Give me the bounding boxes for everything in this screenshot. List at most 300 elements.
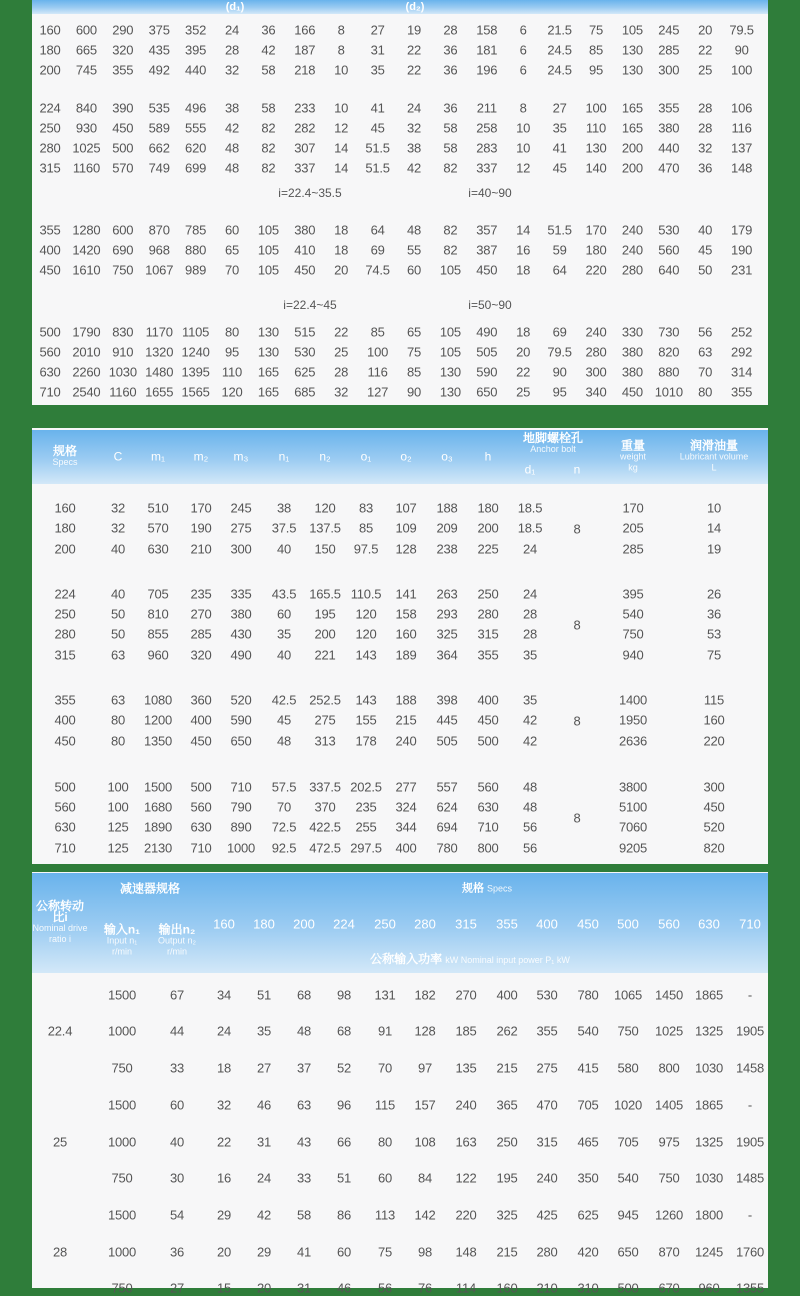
table1-cell: 989 [185, 262, 207, 278]
table2-cell: 2636 [618, 733, 648, 749]
table1-cell: 337 [476, 160, 498, 176]
table3-cell: 1500 [107, 1097, 137, 1113]
table1-cell: 220 [585, 262, 607, 278]
table3-cell: 365 [496, 1097, 518, 1113]
table3-cell: 163 [455, 1134, 477, 1150]
table1-cell: 82 [443, 222, 458, 238]
table1-cell: 65 [224, 242, 240, 258]
table2-cell: 255 [355, 819, 377, 835]
spec-column-header: 250 [374, 916, 396, 932]
table1-cell: 500 [112, 140, 134, 156]
table2-cell: 800 [477, 840, 499, 856]
table3-cell: 24 [256, 1170, 272, 1186]
table2-cell: 422.5 [309, 819, 341, 835]
table2-cell: 26 [706, 586, 722, 602]
table3-cell: 1325 [694, 1023, 724, 1039]
table1-cell: 280 [39, 140, 61, 156]
table1-cell: 42 [224, 120, 240, 136]
table2-cell: 42.5 [271, 692, 297, 708]
table2-cell: 28 [522, 626, 538, 642]
table1-cell: 20 [516, 344, 531, 360]
table1-cell: 45 [698, 242, 713, 258]
table3-cell: 80 [377, 1134, 393, 1150]
table2-cell: 395 [622, 586, 644, 602]
table2-cell: 820 [703, 840, 725, 856]
table1-cell: 105 [439, 262, 461, 278]
table3-cell: 86 [336, 1207, 352, 1223]
table1-cell: 10 [334, 100, 349, 116]
table3-cell: 15 [216, 1280, 232, 1296]
table1-cell: 187 [294, 42, 316, 58]
table1-cell: 25 [334, 344, 349, 360]
table1-cell: 1025 [72, 140, 101, 156]
table1-cell: 69 [552, 324, 567, 340]
table1-cell: 64 [552, 262, 567, 278]
table1-cell: 355 [39, 222, 61, 238]
table1-cell: 45 [552, 160, 567, 176]
table2-cell: 100 [107, 779, 129, 795]
table1-cell: 750 [112, 262, 134, 278]
table1-cell: 20 [698, 22, 713, 38]
table2-cell: 128 [395, 541, 417, 557]
table2-cell: 57.5 [271, 779, 297, 795]
table3-cell: 215 [496, 1060, 518, 1076]
table1-cell: 307 [294, 140, 316, 156]
table3-cell: 1355 [735, 1280, 765, 1296]
table2-cell: 1000 [226, 840, 256, 856]
anchor-bolt-header [523, 433, 583, 455]
table3-cell: 68 [296, 987, 312, 1003]
table1-cell: 69 [370, 242, 385, 258]
table3-cell: 42 [256, 1207, 272, 1223]
table2-cell: 160 [703, 712, 725, 728]
table2-cell: 245 [230, 500, 252, 516]
table1-cell: 450 [621, 384, 643, 400]
table1-cell: 58 [261, 62, 276, 78]
table3-cell: 650 [617, 1244, 639, 1260]
reducer-header: 减速器规格 [119, 881, 181, 896]
table2-cell: 250 [54, 606, 76, 622]
lube-unit: L [711, 462, 717, 473]
table2-cell: 780 [436, 840, 458, 856]
col-o3: o₃ [441, 449, 453, 464]
table2-cell: 36 [706, 606, 722, 622]
table3-cell: 46 [336, 1280, 352, 1296]
power-zh: 公称输入功率 [370, 952, 443, 966]
table1-cell: 690 [112, 242, 134, 258]
table3-cell: 160 [496, 1280, 518, 1296]
table3-cell: 27 [256, 1060, 272, 1076]
table1-cell: 75 [588, 22, 604, 38]
table1-cell: 40 [698, 222, 713, 238]
table1-cell: 130 [621, 42, 643, 58]
table2-cell: 710 [230, 779, 252, 795]
table1-cell: 10 [334, 62, 349, 78]
output-en: Output n₂ [157, 935, 197, 946]
table2-cell: 120 [314, 500, 336, 516]
power-header [370, 954, 570, 966]
table1-cell: 100 [731, 62, 753, 78]
table3-cell: 325 [496, 1207, 518, 1223]
table3-cell: 31 [296, 1280, 312, 1296]
table2-cell: 277 [395, 779, 417, 795]
table3-cell: 30 [169, 1170, 185, 1186]
col-m2: m₂ [193, 449, 209, 464]
table1-cell: 380 [621, 364, 643, 380]
spec-header [462, 884, 512, 895]
table1-cell: 450 [112, 120, 134, 136]
table2-cell: 195 [314, 606, 336, 622]
ratio-header [32, 901, 88, 945]
table1-cell: 116 [731, 120, 752, 136]
table2-cell: 115 [703, 692, 725, 708]
table1-cell: 231 [731, 262, 753, 278]
table1-cell: 590 [476, 364, 498, 380]
table1-cell: 240 [585, 324, 607, 340]
table3-cell: 210 [536, 1280, 558, 1296]
table1-cell: 1655 [145, 384, 174, 400]
table2-cell: 275 [230, 520, 252, 536]
table1-cell: 79.5 [547, 344, 572, 360]
table2-cell: 300 [230, 541, 252, 557]
table1-cell: 1610 [72, 262, 101, 278]
table3-cell: 51 [256, 987, 272, 1003]
table1-cell: 218 [294, 62, 316, 78]
table1-cell: 42 [261, 42, 276, 58]
table2-cell: 63 [110, 692, 126, 708]
weight-unit: kg [628, 462, 638, 473]
table1-cell: 240 [621, 222, 643, 238]
table2-cell: 364 [436, 647, 458, 663]
weight-zh: 重量 [620, 438, 646, 453]
spec-zh: 规格 [461, 882, 484, 895]
table1-cell: 380 [658, 120, 680, 136]
table1-cell: 283 [476, 140, 498, 156]
table1-cell: 64 [370, 222, 385, 238]
table3-cell: 240 [536, 1170, 558, 1186]
table1-cell: 48 [224, 160, 240, 176]
table3-cell: 1865 [694, 987, 724, 1003]
table1-cell: 120 [221, 384, 243, 400]
table1-cell: 74.5 [365, 262, 390, 278]
table2-cell: 14 [706, 520, 722, 536]
table3-cell: 1485 [735, 1170, 765, 1186]
table2-cell: 40 [276, 647, 292, 663]
table3-cell: 31 [256, 1134, 272, 1150]
table1-cell: 560 [39, 344, 61, 360]
table3-cell: 750 [111, 1280, 133, 1296]
table1-cell: 820 [658, 344, 680, 360]
table1-cell: 24 [406, 100, 422, 116]
table1-cell: 2010 [72, 344, 101, 360]
table2-cell: 293 [436, 606, 458, 622]
table3-cell: 1905 [735, 1134, 765, 1150]
table1-cell: 292 [731, 344, 753, 360]
table1-cell: 45 [370, 120, 385, 136]
table2-cell: 710 [190, 840, 212, 856]
table3-cell: 37 [296, 1060, 312, 1076]
table1-cell: 470 [658, 160, 680, 176]
table3-cell: 43 [296, 1134, 312, 1150]
table1-cell: 2540 [72, 384, 101, 400]
table2-cell: 48 [522, 799, 538, 815]
table1-cell: 38 [406, 140, 422, 156]
table2-cell: 810 [147, 606, 169, 622]
spec-column-header: 400 [536, 916, 558, 932]
table2-cell: 500 [477, 733, 499, 749]
table2-cell: 3800 [618, 779, 648, 795]
table3-cell: 97 [417, 1060, 433, 1076]
table1-cell: 95 [224, 344, 240, 360]
table1-cell: 280 [621, 262, 643, 278]
table3-cell: 400 [496, 987, 518, 1003]
table1-cell: 555 [185, 120, 207, 136]
table1-cell: 38 [224, 100, 240, 116]
table1-cell: 165 [621, 100, 643, 116]
input-header [103, 922, 141, 958]
table3-cell: 415 [577, 1060, 599, 1076]
table2-cell: 202.5 [350, 779, 382, 795]
table3-cell: 34 [216, 987, 232, 1003]
ratio-range-label: i=40~90 [468, 186, 512, 200]
table2-cell: 540 [622, 606, 644, 622]
table2-cell: 320 [190, 647, 212, 663]
table3-cell: 1500 [107, 1207, 137, 1223]
table3-cell: 148 [455, 1244, 477, 1260]
table2-cell: 97.5 [353, 541, 379, 557]
table1-cell: 90 [734, 42, 749, 58]
specs-zh: 规格 [52, 444, 78, 458]
table2-cell: 190 [190, 520, 212, 536]
table1-cell: 22 [406, 62, 422, 78]
col-m3: m₃ [233, 449, 249, 464]
table3-cell: 75 [377, 1244, 393, 1260]
table2-cell: 143 [355, 647, 377, 663]
table1-cell: 42 [406, 160, 422, 176]
col-n2: n₂ [319, 449, 331, 464]
table3-cell: 128 [414, 1023, 436, 1039]
table1-cell: 158 [476, 22, 498, 38]
table2-cell: 40 [110, 586, 126, 602]
table1-cell: 12 [334, 120, 349, 136]
header-fragment: (d₂) [405, 1, 425, 13]
weight-en: weight [619, 451, 647, 462]
table2-cell: 18.5 [517, 500, 543, 516]
table1-cell: 22 [516, 364, 531, 380]
table1-cell: 21.5 [547, 22, 572, 38]
table2-cell: 220 [703, 733, 725, 749]
drive-ratio: 22.4 [47, 1023, 73, 1039]
table1-cell: 600 [75, 22, 97, 38]
table1-cell: 930 [75, 120, 97, 136]
table1-cell: 180 [39, 42, 61, 58]
table1-cell: 110 [585, 120, 607, 136]
table1-cell: 211 [476, 100, 497, 116]
table1-cell: 252 [731, 324, 753, 340]
ratio-range-label: i=22.4~45 [283, 298, 337, 312]
table1-cell: 1480 [145, 364, 174, 380]
spec-column-header: 180 [253, 916, 275, 932]
table2-cell: 750 [622, 626, 644, 642]
table2-cell: 158 [395, 606, 417, 622]
table1-cell: 65 [406, 324, 422, 340]
table3-cell: 33 [169, 1060, 185, 1076]
table2-cell: 710 [54, 840, 76, 856]
table1-cell: 12 [516, 160, 531, 176]
table1-cell: 27 [370, 22, 385, 38]
table2-cell: 790 [230, 799, 252, 815]
table1-cell: 16 [516, 242, 531, 258]
table3-cell: 420 [577, 1244, 599, 1260]
table1-cell: 650 [476, 384, 498, 400]
table2-cell: 520 [703, 819, 725, 835]
table2-cell: 28 [522, 606, 538, 622]
col-c: C [113, 449, 123, 464]
table3-cell: 670 [658, 1280, 680, 1296]
table2-cell: 110.5 [350, 586, 382, 602]
table2-cell: 72.5 [271, 819, 297, 835]
table1-cell: 165 [257, 364, 279, 380]
table1-cell: 60 [224, 222, 240, 238]
table1-cell: 400 [39, 242, 61, 258]
table2-cell: 300 [703, 779, 725, 795]
table2-cell: 370 [314, 799, 336, 815]
table2-cell: 200 [314, 626, 336, 642]
table3-cell: - [747, 987, 753, 1003]
table1-cell: 50 [698, 262, 713, 278]
table2-cell: 109 [395, 520, 417, 536]
spec-column-header: 355 [496, 916, 518, 932]
table2-cell: 209 [436, 520, 458, 536]
table1-cell: 1320 [145, 344, 174, 360]
table3-cell: 1260 [654, 1207, 684, 1223]
table1-cell: 75 [406, 344, 422, 360]
table1-cell: 10 [516, 120, 531, 136]
table1-cell: 70 [698, 364, 713, 380]
table2-cell: 141 [395, 586, 417, 602]
table1-cell: 662 [148, 140, 170, 156]
table1-cell: 8 [337, 42, 345, 58]
table2-cell: 50 [110, 606, 126, 622]
drive-ratio: 25 [52, 1134, 68, 1150]
table1-cell: 58 [443, 140, 458, 156]
table2-cell: 560 [190, 799, 212, 815]
table2-cell: 2130 [143, 840, 173, 856]
table1-cell: 19 [406, 22, 422, 38]
table1-cell: 300 [585, 364, 607, 380]
table3-cell: 1405 [654, 1097, 684, 1113]
table1-cell: 8 [519, 100, 527, 116]
table1-cell: 620 [185, 140, 207, 156]
table3-cell: 270 [455, 987, 477, 1003]
table2-cell: 430 [230, 626, 252, 642]
table1-cell: 340 [585, 384, 607, 400]
table3-header [32, 873, 768, 973]
table3-cell: 750 [617, 1023, 639, 1039]
table3-cell: 29 [216, 1207, 232, 1223]
table1-cell: 6 [519, 62, 527, 78]
table2-cell: 155 [355, 712, 377, 728]
table1-cell: 70 [224, 262, 240, 278]
table3-cell: 40 [169, 1134, 185, 1150]
table2-cell: 510 [147, 500, 169, 516]
table2-cell: 624 [436, 799, 458, 815]
table1-cell: 380 [621, 344, 643, 360]
table1-cell: 25 [516, 384, 531, 400]
table1-cell: 51.5 [365, 160, 390, 176]
table2-cell: 32 [110, 520, 126, 536]
table1-cell: 60 [406, 262, 422, 278]
table1-cell: 968 [148, 242, 170, 258]
table1-cell: 32 [698, 140, 713, 156]
table2-cell: 107 [395, 500, 417, 516]
anchor-bolt-count: 8 [573, 713, 581, 728]
table3-cell: 185 [455, 1023, 477, 1039]
table3-cell: 18 [216, 1060, 232, 1076]
table3-cell: 98 [336, 987, 352, 1003]
table1-cell: 1105 [182, 324, 210, 340]
table1-cell: 36 [443, 100, 458, 116]
table2-cell: 43.5 [271, 586, 297, 602]
table3-cell: 66 [336, 1134, 352, 1150]
table1-cell: 785 [185, 222, 207, 238]
table1-cell: 1395 [181, 364, 210, 380]
table1-cell: 355 [658, 100, 680, 116]
table1-cell: 258 [476, 120, 498, 136]
table2-cell: 380 [230, 606, 252, 622]
table1-cell: 165 [257, 384, 279, 400]
table2-cell: 315 [477, 626, 499, 642]
table1-cell: 1565 [181, 384, 210, 400]
table2-cell: 1400 [618, 692, 648, 708]
table1-cell: 600 [112, 222, 134, 238]
table1-cell: 570 [112, 160, 134, 176]
table1-cell: 85 [370, 324, 385, 340]
table2-cell: 472.5 [309, 840, 341, 856]
anchor-bolt-count: 8 [573, 617, 581, 632]
table1-cell: 36 [261, 22, 276, 38]
table1-cell: 130 [439, 364, 461, 380]
table1-cell: 166 [294, 22, 316, 38]
col-o2: o₂ [400, 449, 412, 464]
table1-cell: 35 [370, 62, 385, 78]
table1-cell: 6 [519, 42, 527, 58]
table2-cell: 178 [355, 733, 377, 749]
table2-cell: 400 [477, 692, 499, 708]
table2-cell: 215 [395, 712, 417, 728]
table2-cell: 143 [355, 692, 377, 708]
table1-cell: 8 [337, 22, 345, 38]
table2-cell: 120 [355, 626, 377, 642]
anchor-en: Anchor bolt [530, 444, 576, 454]
table3-cell: 1000 [107, 1244, 137, 1260]
anchor-bolt-count: 8 [573, 521, 581, 536]
table3-cell: 51 [336, 1170, 352, 1186]
table2-cell: 160 [54, 500, 76, 516]
table2-cell: 10 [706, 500, 722, 516]
table1-cell: 82 [443, 242, 458, 258]
table3-cell: 1325 [694, 1134, 724, 1150]
table1-cell: 140 [585, 160, 607, 176]
table1-cell: 435 [148, 42, 170, 58]
table2-cell: 40 [276, 541, 292, 557]
table2-cell: 5100 [618, 799, 648, 815]
table1-cell: 127 [367, 384, 389, 400]
table2-cell: 275 [314, 712, 336, 728]
table3-cell: 60 [169, 1097, 185, 1113]
table3-cell: 35 [256, 1023, 272, 1039]
table3-cell: 54 [169, 1207, 185, 1223]
